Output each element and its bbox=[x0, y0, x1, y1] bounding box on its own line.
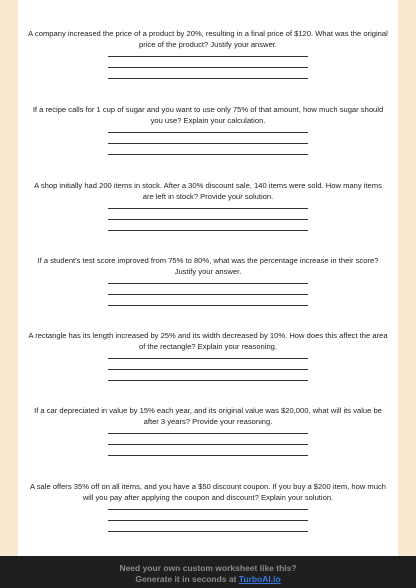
answer-line bbox=[108, 56, 308, 57]
answer-line bbox=[108, 444, 308, 445]
answer-line bbox=[108, 67, 308, 68]
question-3 bbox=[18, 180, 398, 231]
question-7 bbox=[18, 481, 398, 532]
answer-line bbox=[108, 230, 308, 231]
answer-line bbox=[108, 132, 308, 133]
question-4 bbox=[18, 255, 398, 306]
worksheet-page bbox=[18, 0, 398, 556]
answer-line bbox=[108, 143, 308, 144]
question-text: A rectangle has its length increased by 25% and its width decreased by 10%. How does this affect the area of the rectangle? Explain your reasoning. bbox=[28, 331, 388, 351]
question-text: A shop initially had 200 items in stock. After a 30% discount sale, 140 items were sold. How many items are left in stock? Provide your solution. bbox=[34, 181, 382, 201]
answer-line bbox=[108, 208, 308, 209]
promo-link[interactable]: TurboAI.io bbox=[238, 574, 281, 584]
question-text: A sale offers 35% off on all items, and you have a $50 discount coupon. If you buy a $200 item, how much will you pay after applying the coupon and discount? Explain your solution. bbox=[29, 482, 386, 502]
answer-line bbox=[108, 455, 308, 456]
answer-line bbox=[108, 520, 308, 521]
promo-headline: Need your own custom worksheet like this? bbox=[119, 563, 297, 573]
question-1 bbox=[18, 28, 398, 79]
question-6 bbox=[18, 405, 398, 456]
question-text: If a student's test score improved from 75% to 80%, what was the percentage increase in their score? Justify your answer. bbox=[37, 256, 379, 276]
question-5 bbox=[18, 330, 398, 381]
answer-line bbox=[108, 305, 308, 306]
question-2 bbox=[18, 104, 398, 155]
answer-line bbox=[108, 509, 308, 510]
answer-line bbox=[108, 380, 308, 381]
answer-line bbox=[108, 531, 308, 532]
promo-subline bbox=[0, 574, 416, 585]
promo-footer bbox=[0, 556, 416, 588]
answer-line bbox=[108, 154, 308, 155]
answer-line bbox=[108, 294, 308, 295]
question-text: If a car depreciated in value by 15% each year, and its original value was $20,000, what will its value be after 3 years? Provide your reasoning. bbox=[34, 406, 382, 426]
question-text: If a recipe calls for 1 cup of sugar and you want to use only 75% of that amount, how much sugar should you use? Explain your calculation. bbox=[32, 105, 384, 125]
answer-line bbox=[108, 78, 308, 79]
question-text: A company increased the price of a product by 20%, resulting in a final price of $120. What was the original price of the product? Justify your answer. bbox=[28, 29, 388, 49]
answer-line bbox=[108, 219, 308, 220]
answer-line bbox=[108, 283, 308, 284]
answer-line bbox=[108, 433, 308, 434]
promo-subline-text: Generate it in seconds at bbox=[135, 574, 239, 584]
answer-line bbox=[108, 358, 308, 359]
answer-line bbox=[108, 369, 308, 370]
